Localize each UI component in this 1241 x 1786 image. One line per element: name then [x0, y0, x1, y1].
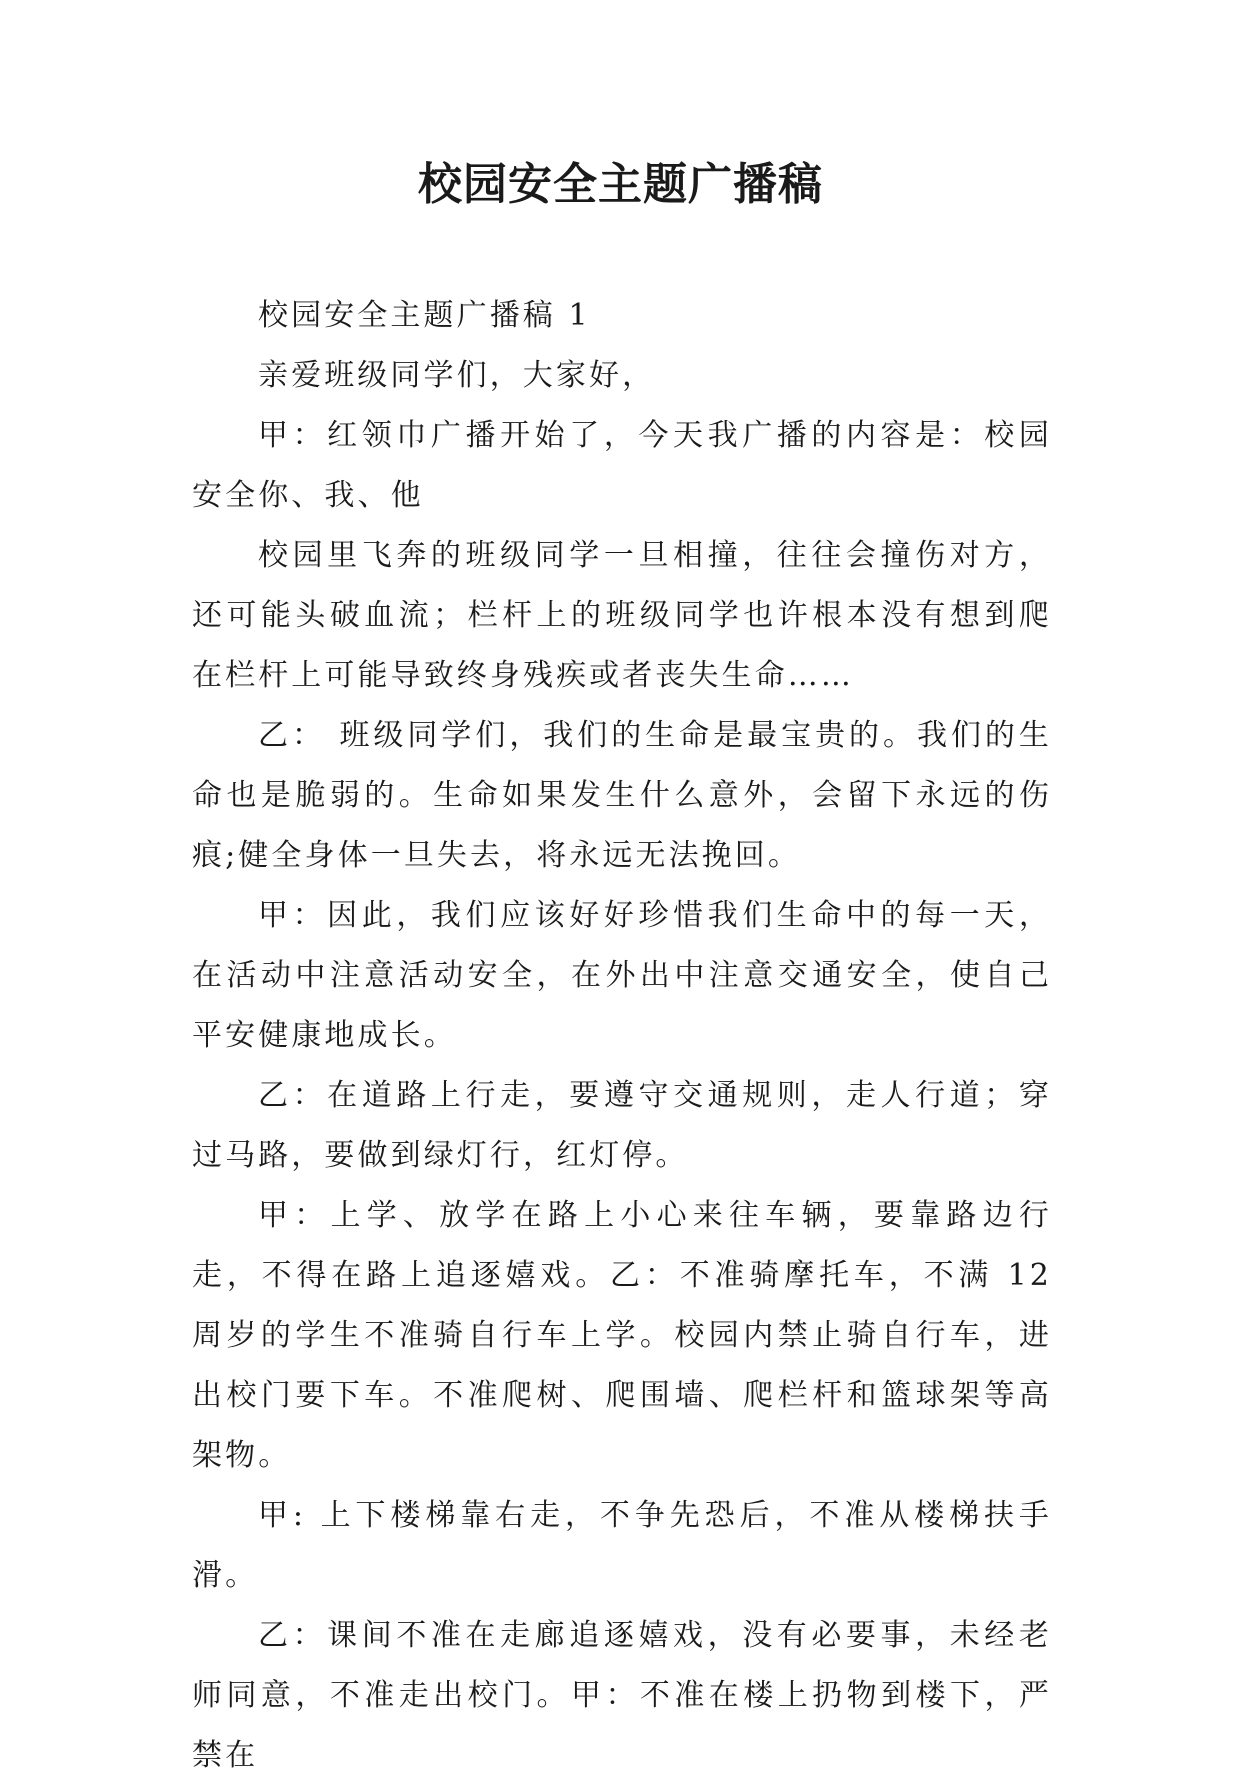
paragraph: 乙：课间不准在走廊追逐嬉戏，没有必要事，未经老师同意，不准走出校门。甲：不准在楼上扔物到楼下，严禁在 — [192, 1618, 1052, 1773]
paragraph: 乙： 班级同学们，我们的生命是最宝贵的。我们的生命也是脆弱的。生命如果发生什么意外，会留下永远的伤痕;健全身体一旦失去，将永远无法挽回。 — [192, 718, 1052, 873]
paragraph: 乙：在道路上行走，要遵守交通规则，走人行道；穿过马路，要做到绿灯行，红灯停。 — [192, 1078, 1052, 1173]
paragraph-subtitle: 校园安全主题广播稿 1 — [258, 298, 591, 333]
paragraph: 甲：因此，我们应该好好珍惜我们生命中的每一天，在活动中注意活动安全，在外出中注意交通安全，使自己平安健康地成长。 — [192, 898, 1052, 1053]
paragraph: 校园里飞奔的班级同学一旦相撞，往往会撞伤对方，还可能头破血流；栏杆上的班级同学也许根本没有想到爬在栏杆上可能导致终身残疾或者丧失生命…… — [192, 538, 1052, 693]
document-title: 校园安全主题广播稿 — [418, 159, 823, 210]
document-body — [192, 286, 1052, 1786]
paragraph: 甲：红领巾广播开始了，今天我广播的内容是：校园安全你、我、他 — [192, 418, 1052, 513]
paragraph: 甲: 上下楼梯靠右走，不争先恐后，不准从楼梯扶手滑。 — [192, 1498, 1052, 1593]
paragraph: 甲：上学、放学在路上小心来往车辆，要靠路边行走，不得在路上追逐嬉戏。乙：不准骑摩托车，不满 12 周岁的学生不准骑自行车上学。校园内禁止骑自行车，进出校门要下车。不准爬树、爬围墙、爬栏杆和篮球架等高架物。 — [192, 1198, 1052, 1473]
paragraph-greeting: 亲爱班级同学们，大家好， — [258, 358, 656, 393]
